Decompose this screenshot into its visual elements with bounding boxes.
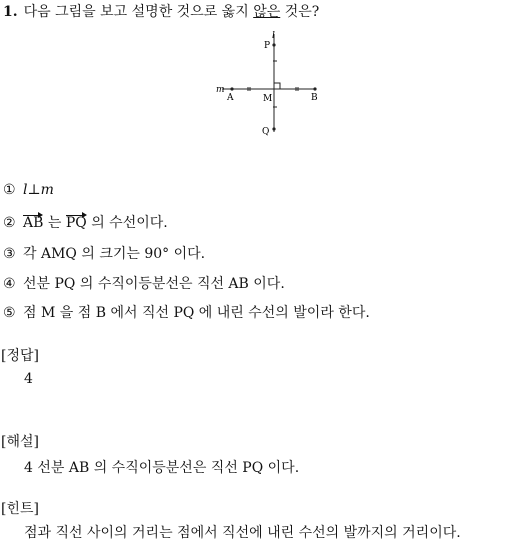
point-a — [230, 87, 233, 90]
option-1-perp: ⊥ — [27, 182, 41, 198]
label-l: l — [272, 31, 275, 41]
option-3-mark: ③ — [3, 246, 16, 262]
option-5-mark: ⑤ — [3, 305, 16, 321]
option-5[interactable] — [3, 302, 370, 322]
option-1[interactable] — [3, 182, 54, 198]
option-5-text: 점 M 을 점 B 에서 직선 PQ 에 내린 수선의 발이라 한다. — [23, 305, 370, 321]
answer-heading: [정답] — [1, 348, 39, 364]
point-q — [272, 127, 275, 130]
option-4-mark: ④ — [3, 276, 16, 292]
explanation-heading: [해설] — [1, 434, 39, 450]
option-2-vector-ab: AB — [23, 215, 44, 231]
answer-value: 4 — [24, 371, 33, 387]
option-3[interactable] — [3, 243, 205, 263]
point-b — [313, 87, 316, 90]
hint-heading: [힌트] — [1, 501, 39, 517]
explanation-text: 4 선분 AB 의 수직이등분선은 직선 PQ 이다. — [24, 460, 300, 476]
label-m-point: M — [263, 94, 273, 104]
option-1-mark: ① — [3, 182, 16, 198]
option-2-vector-pq: PQ — [65, 215, 87, 231]
question-stem — [3, 1, 319, 21]
option-2-mid: 는 — [43, 215, 66, 231]
option-1-m: m — [40, 182, 54, 198]
option-3-text: 각 AMQ 의 크기는 90° 이다. — [23, 246, 206, 262]
option-4-text: 선분 PQ 의 수직이등분선은 직선 AB 이다. — [23, 276, 285, 292]
option-2-tail: 의 수선이다. — [86, 215, 168, 231]
geometry-figure — [212, 28, 324, 138]
point-p — [272, 43, 275, 46]
option-4[interactable] — [3, 273, 285, 293]
question-text-before: 다음 그림을 보고 설명한 것으로 옳지 — [23, 4, 254, 20]
option-2-mark: ② — [3, 215, 16, 231]
label-b: B — [311, 93, 318, 103]
label-a: A — [227, 93, 234, 103]
question-number: 1. — [3, 4, 18, 20]
option-1-l: l — [23, 182, 28, 198]
label-q: Q — [262, 127, 270, 137]
label-m: m — [216, 85, 225, 95]
hint-text: 점과 직선 사이의 거리는 점에서 직선에 내린 수선의 발까지의 거리이다. — [24, 525, 461, 541]
right-angle-mark — [274, 83, 280, 89]
label-p: P — [264, 41, 271, 51]
option-2[interactable] — [3, 212, 168, 232]
question-underlined-word: 않은 — [253, 4, 281, 20]
question-text-after: 것은? — [280, 4, 320, 20]
